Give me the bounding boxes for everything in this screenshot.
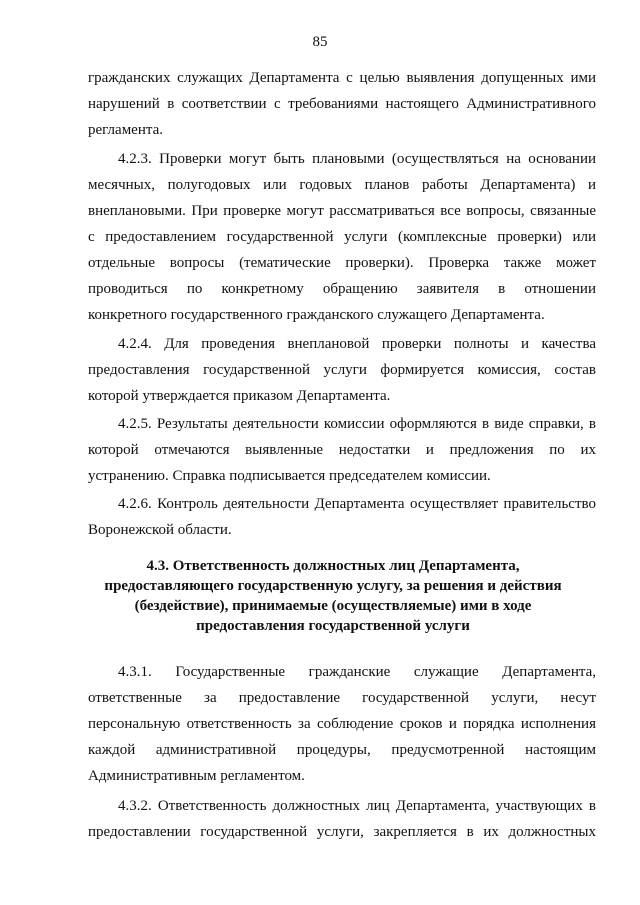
paragraph-4-2-3-line-1: 4.2.3. Проверки могут быть плановыми (осуществляться на основании [118, 151, 596, 167]
paragraph-4-2-3-line-5: отдельные вопросы (тематические проверки). Проверка также может [88, 255, 596, 271]
paragraph-0-line-2: нарушений в соответствии с требованиями настоящего Административного [88, 96, 596, 112]
paragraph-0-line-3: регламента. [88, 122, 164, 138]
paragraph-4-2-6-line-1: 4.2.6. Контроль деятельности Департамента осуществляет правительство [118, 496, 596, 512]
paragraph-4-2-5-line-3: устранению. Справка подписывается председателем комиссии. [88, 468, 491, 484]
paragraph-4-2-3-line-7: конкретного государственного гражданского служащего Департамента. [88, 307, 545, 323]
paragraph-4-3-1-line-1: 4.3.1. Государственные гражданские служащие Департамента, [118, 664, 596, 680]
page-number: 85 [312, 34, 328, 50]
paragraph-4-3-2-line-1: 4.3.2. Ответственность должностных лиц Департамента, участвующих в [118, 798, 596, 814]
paragraph-4-3-2-line-2: предоставлении государственной услуги, закрепляется в их должностных [88, 824, 596, 840]
paragraph-4-2-5-line-2: которой отмечаются выявленные недостатки и предложения по их [88, 442, 596, 458]
paragraph-4-2-4-line-1: 4.2.4. Для проведения внеплановой проверки полноты и качества [118, 336, 596, 352]
section-4-3-heading-line-4: предоставления государственной услуги [196, 618, 470, 634]
paragraph-4-2-3-line-3: внеплановыми. При проверке могут рассматриваться все вопросы, связанные [88, 203, 596, 219]
paragraph-0-line-1: гражданских служащих Департамента с целью выявления допущенных ими [88, 70, 596, 86]
paragraph-4-2-3-line-4: с предоставлением государственной услуги (комплексные проверки) или [88, 229, 596, 245]
paragraph-4-2-5-line-1: 4.2.5. Результаты деятельности комиссии оформляются в виде справки, в [118, 416, 596, 432]
section-4-3-heading-line-3: (бездействие), принимаемые (осуществляемые) ими в ходе [134, 598, 532, 614]
paragraph-4-2-4-line-2: предоставления государственной услуги формируется комиссия, состав [88, 362, 596, 378]
paragraph-4-2-3-line-6: проводиться по конкретному обращению заявителя в отношении [88, 281, 596, 297]
paragraph-4-3-1-line-5: Административным регламентом. [88, 768, 305, 784]
section-4-3-heading-line-1: 4.3. Ответственность должностных лиц Департамента, [146, 558, 520, 574]
paragraph-4-3-1-line-4: каждой административной процедуры, предусмотренной настоящим [88, 742, 596, 758]
paragraph-4-2-6-line-2: Воронежской области. [88, 522, 232, 538]
paragraph-4-3-1-line-2: ответственные за предоставление государственной услуги, несут [88, 690, 596, 706]
paragraph-4-2-4-line-3: которой утверждается приказом Департамента. [88, 388, 391, 404]
paragraph-4-3-1-line-3: персональную ответственность за соблюдение сроков и порядка исполнения [88, 716, 596, 732]
paragraph-4-2-3-line-2: месячных, полугодовых или годовых планов работы Департамента) и [88, 177, 596, 193]
section-4-3-heading-line-2: предоставляющего государственную услугу, за решения и действия [104, 578, 562, 594]
